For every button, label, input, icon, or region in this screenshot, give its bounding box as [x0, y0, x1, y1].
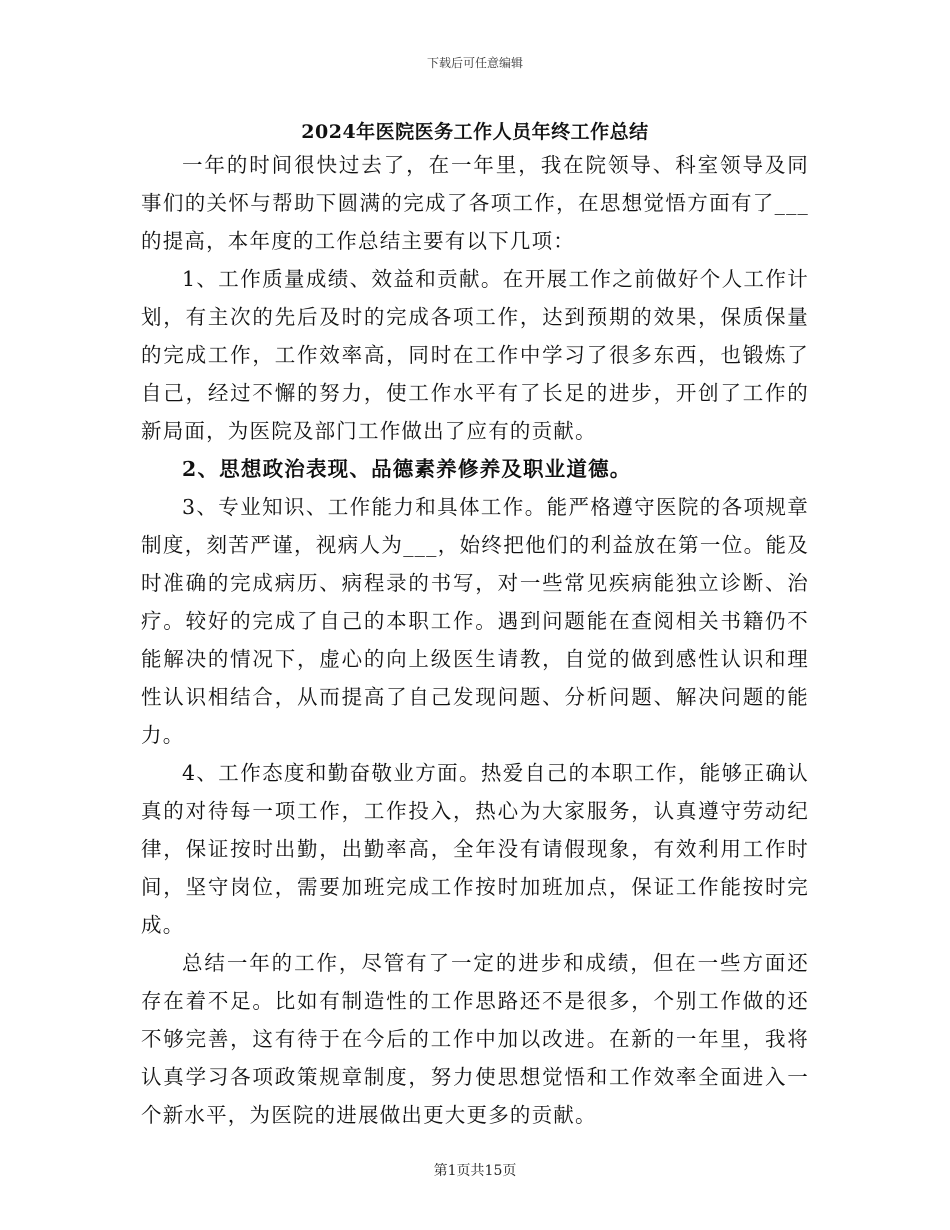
paragraph-intro: 一年的时间很快过去了，在一年里，我在院领导、科室领导及同事们的关怀与帮助下圆满的完成了各项工作，在思想觉悟方面有了___的提高，本年度的工作总结主要有以下几项：	[141, 153, 809, 253]
paragraph-work-attitude: 4、工作态度和勤奋敬业方面。热爱自己的本职工作，能够正确认真的对待每一项工作，工作投入，热心为大家服务，认真遵守劳动纪律，保证按时出勤，出勤率高，全年没有请假现象，有效利用工作时间，坚守岗位，需要加班完成工作按时加班加点，保证工作能按时完成。	[141, 761, 809, 937]
paragraph-summary: 总结一年的工作，尽管有了一定的进步和成绩，但在一些方面还存在着不足。比如有制造性的工作思路还不是很多，个别工作做的还不够完善，这有待于在今后的工作中加以改进。在新的一年里，我将认真学习各项政策规章制度，努力使思想觉悟和工作效率全面进入一个新水平，为医院的进展做出更大更多的贡献。	[141, 951, 809, 1127]
paragraph-political-conduct: 2、思想政治表现、品德素养修养及职业道德。	[182, 457, 632, 481]
document-body	[141, 146, 809, 1134]
paragraph-professional-knowledge: 3、专业知识、工作能力和具体工作。能严格遵守医院的各项规章制度，刻苦严谨，视病人为___，始终把他们的利益放在第一位。能及时准确的完成病历、病程录的书写，对一些常见疾病能独立诊断、治疗。较好的完成了自己的本职工作。遇到问题能在查阅相关书籍仍不能解决的情况下，虚心的向上级医生请教，自觉的做到感性认识和理性认识相结合，从而提高了自己发现问题、分析问题、解决问题的能力。	[141, 495, 809, 747]
paragraph-work-quality: 1、工作质量成绩、效益和贡献。在开展工作之前做好个人工作计划，有主次的先后及时的完成各项工作，达到预期的效果，保质保量的完成工作，工作效率高，同时在工作中学习了很多东西，也锻炼了自己，经过不懈的努力，使工作水平有了长足的进步，开创了工作的新局面，为医院及部门工作做出了应有的贡献。	[141, 267, 809, 443]
page-indicator: 第1页共15页	[433, 1163, 517, 1179]
document-title: 2024年医院医务工作人员年终工作总结	[301, 121, 649, 143]
download-note: 下载后可任意编辑	[426, 56, 523, 70]
